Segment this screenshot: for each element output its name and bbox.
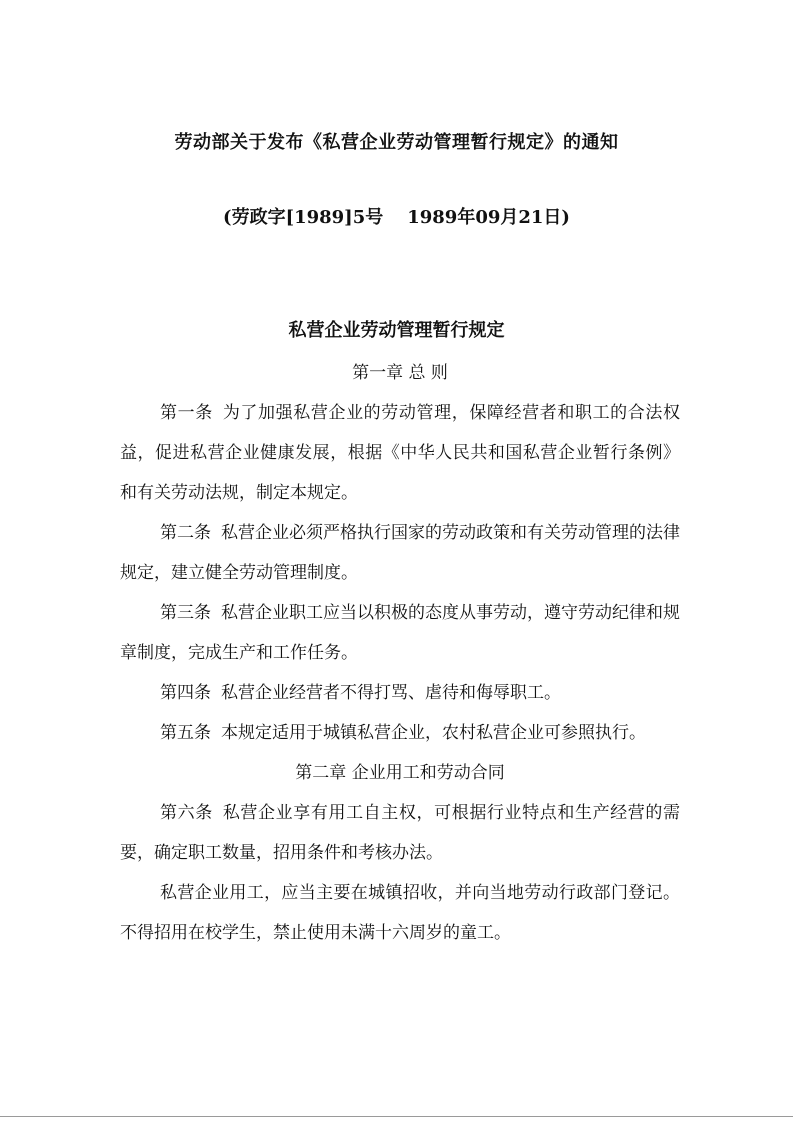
regulation-body (120, 353, 680, 953)
article-number: 第四条 (160, 683, 211, 703)
article-text: 私营企业享有用工自主权，可根据行业特点和生产经营的需要，确定职工数量，招用条件和考核办法。 (120, 803, 681, 863)
document-reference (0, 203, 793, 229)
article-1 (120, 393, 680, 513)
article-number: 第六条 (160, 803, 213, 823)
page-bottom-divider (0, 1116, 793, 1117)
article-text: 私营企业职工应当以积极的态度从事劳动，遵守劳动纪律和规章制度，完成生产和工作任务。 (120, 603, 680, 663)
article-number: 第一条 (160, 403, 213, 423)
article-6 (120, 793, 680, 873)
regulation-title: 私营企业劳动管理暂行规定 (288, 320, 505, 341)
article-text: 为了加强私营企业的劳动管理，保障经营者和职工的合法权益，促进私营企业健康发展，根据《中华人民共和国私营企业暂行条例》和有关劳动法规，制定本规定。 (120, 403, 681, 503)
article-4 (120, 673, 680, 713)
article-3 (120, 593, 680, 673)
chapter-heading-1: 第一章 总 则 (352, 363, 448, 383)
article-number: 第二条 (160, 523, 211, 543)
article-5 (120, 713, 680, 753)
article-text: 本规定适用于城镇私营企业，农村私营企业可参照执行。 (221, 723, 646, 743)
document-number: (劳政字[1989]5号 (223, 207, 384, 228)
chapter-heading-2: 第二章 企业用工和劳动合同 (295, 763, 505, 783)
article-text: 私营企业必须严格执行国家的劳动政策和有关劳动管理的法律规定，建立健全劳动管理制度。 (120, 523, 680, 583)
article-number: 第五条 (160, 723, 211, 743)
notice-title: 劳动部关于发布《私营企业劳动管理暂行规定》的通知 (174, 132, 619, 153)
article-6-paragraph-2: 私营企业用工，应当主要在城镇招收，并向当地劳动行政部门登记。不得招用在校学生，禁止使用未满十六周岁的童工。 (120, 883, 680, 943)
article-number: 第三条 (160, 603, 211, 623)
article-2 (120, 513, 680, 593)
article-text: 私营企业经营者不得打骂、虐待和侮辱职工。 (221, 683, 561, 703)
document-date: 1989年09月21日) (407, 207, 570, 228)
